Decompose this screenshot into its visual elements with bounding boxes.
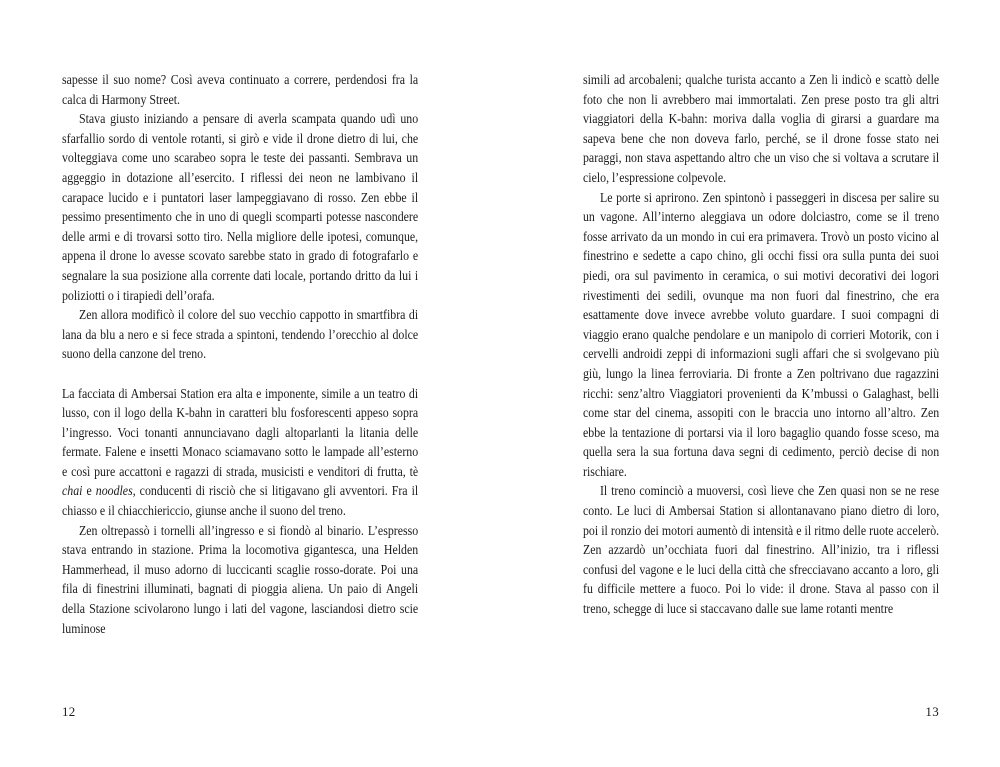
paragraph: Le porte si aprirono. Zen spintonò i passeggeri in discesa per salire su un vagone. All’interno aleggiava un odore dolciastro, come se il treno fosse arrivato da un mondo in cui era primavera. Trovò un posto vicino al finestrino e sedette a capo chino, gli occhi fissi ora sulla punta dei suoi piedi, ora sul pavimento in ceramica, o sui motivi decorativi dei logori rivestimenti dei sedili, ovunque ma non fuori dal finestrino, che era esattamente dove invece avrebbe voluto guardare. I suoi compagni di viaggio erano qualche pendolare e un manipolo di corrieri Motorik, con i cervelli androidi zeppi di informazioni sugli affari che si svolgevano più giù, lungo la linea ferroviaria. Di fronte a Zen poltrivano due ragazzini ricchi: senz’altro Viaggiatori provenienti da K’mbussi o Galaghast, belli come star del cinema, assopiti con le braccia uno intorno all’altro. Zen ebbe la tentazione di portarsi via il loro bagaglio quando fosse sceso, ma quella sera la sua fortuna dava segni di cedimento, perciò decise di non rischiare. bbox=[583, 190, 940, 480]
right-page-number: 13 bbox=[925, 704, 939, 719]
paragraph: simili ad arcobaleni; qualche turista accanto a Zen li indicò e scattò delle foto che non li avrebbero mai immortalati. Zen prese posto tra gli altri viaggiatori della K-bahn: moriva dalla voglia di girarsi a guardare ma sapeva bene che non doveva farlo, perché, se il drone fosse stato nei paraggi, non stava aspettando altro che un viso che si voltava a scrutare il cielo, l’espressione colpevole. bbox=[583, 73, 940, 186]
left-page-number: 12 bbox=[62, 704, 76, 719]
paragraph: Stava giusto iniziando a pensare di averla scampata quando udì uno sfarfallio sordo di ventole rotanti, si girò e vide il drone dietro di lui, che volteggiava come uno scarabeo sopra le teste dei passanti. Sembrava un aggeggio in dotazione all’esercito. I riflessi dei neon ne lambivano il carapace lucido e i puntatori laser lampeggiavano di rosso. Zen ebbe il pessimo presentimento che in uno di quegli scomparti potesse nascondere delle armi e di trovarsi sotto tiro. Nella migliore delle ipotesi, comunque, appena il drone lo avesse scovato sarebbe stato in grado di fotografarlo e segnalare la sua posizione alla corrente dati locale, portando dritto da lui i poliziotti o i tirapiedi dell’orafa. bbox=[62, 112, 419, 304]
right-page-text bbox=[583, 71, 939, 620]
paragraph: Zen allora modificò il colore del suo vecchio cappotto in smartfibra di lana da blu a nero e si fece strada a spintoni, tendendo l’orecchio al dolce suono della canzone del treno. bbox=[62, 308, 419, 363]
paragraph: La facciata di Ambersai Station era alta e imponente, simile a un teatro di lusso, con il logo della K-bahn in caratteri blu fosforescenti appeso sopra l’ingresso. Voci tonanti annunciavano dagli altoparlanti la litania delle fermate. Falene e insetti Monaco sciamavano sotto le lampade all’esterno e così pure accattoni e ragazzi di strada, musicisti e venditori di frutta, tè chai e noodles, conducenti di risciò che si litigavano gli avventori. Fra il chiasso e il chiacchiericcio, giunse anche il suono del treno. bbox=[62, 386, 419, 520]
left-page-text bbox=[62, 71, 418, 639]
paragraph: Il treno cominciò a muoversi, così lieve che Zen quasi non se ne rese conto. Le luci di Ambersai Station si allontanavano piano dietro di loro, poi il ronzio dei motori aumentò di intensità e il ritmo delle ruote accelerò. Zen azzardò un’occhiata fuori dal finestrino. All’inizio, tra i riflessi confusi del vagone e le luci della città che sfrecciavano accanto a loro, gli fu difficile mettere a fuoco. Poi lo vide: il drone. Stava al passo con il treno, schegge di luce si staccavano dalle sue lame rotanti mentre bbox=[583, 484, 940, 618]
paragraph: Zen oltrepassò i tornelli all’ingresso e si fiondò al binario. L’espresso stava entrando in stazione. Prima la locomotiva gigantesca, una Helden Hammerhead, il muso adorno di luccicanti scaglie rosso-dorate. Poi una fila di finestrini illuminati, bagnati di pioggia aliena. Un paio di Angeli della Stazione scivolarono lungo i lati del vagone, lasciandosi dietro scie luminose bbox=[62, 523, 419, 637]
paragraph: sapesse il suo nome? Così aveva continuato a correre, perdendosi fra la calca di Harmony Street. bbox=[62, 73, 419, 108]
